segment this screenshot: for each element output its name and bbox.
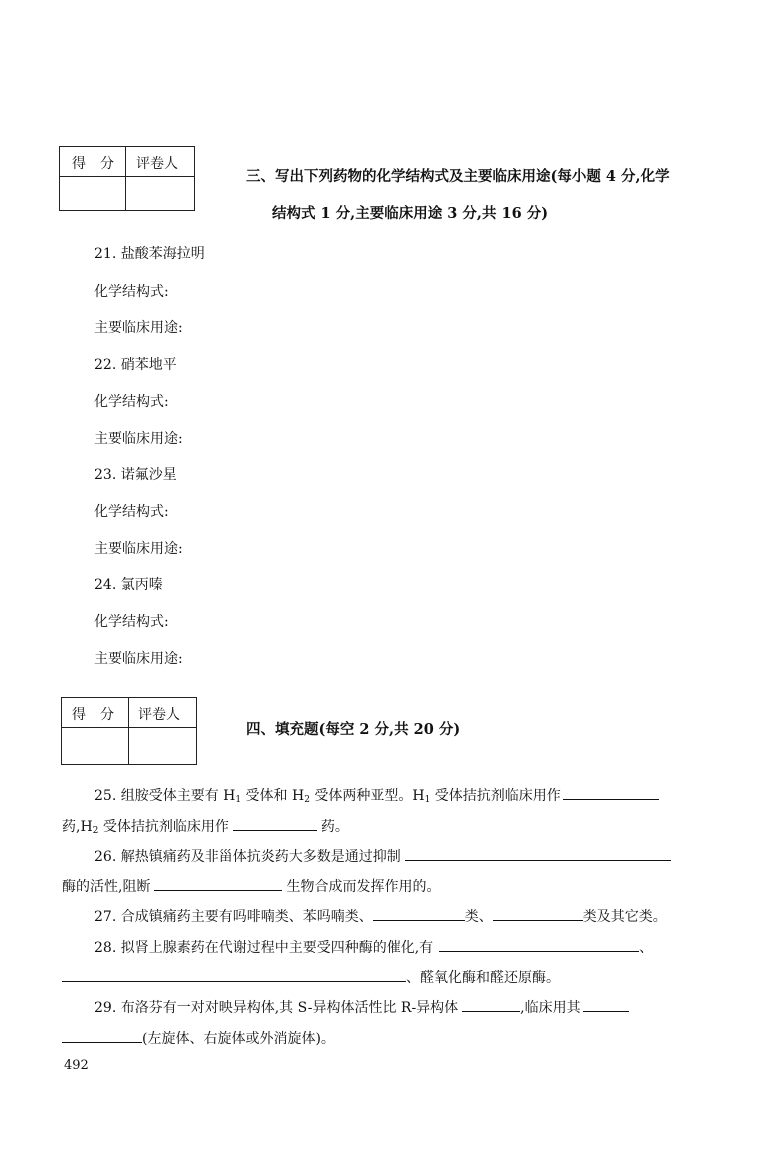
blank-28-1[interactable] [439,950,639,952]
question-23-structure-label: 化学结构式: [94,504,169,520]
page-number: 492 [64,1058,89,1073]
blank-25-2[interactable] [233,829,317,831]
question-24-title: 24. 氯丙嗪 [94,577,163,593]
question-25-line2: 药$,H_2$ 受体拮抗剂临床用作 药。 [62,819,349,836]
blank-28-2[interactable] [62,980,406,982]
blank-26-2[interactable] [154,889,282,891]
grader-label: 评卷人 [138,707,180,723]
score-table-2 [61,697,197,765]
subscript-1: 1 [424,795,431,805]
question-21-title: 21. 盐酸苯海拉明 [94,246,205,262]
question-28-line1: 28. 拟肾上腺素药在代谢过程中主要受四种酶的催化,有 、 [94,940,654,956]
question-24-structure-label: 化学结构式: [94,614,169,630]
blank-25-1[interactable] [563,798,659,800]
question-28-line2: 、醛氧化酶和醛还原酶。 [62,971,560,985]
grader-label: 评卷人 [136,156,178,172]
question-22-use-label: 主要临床用途: [94,431,183,447]
blank-27-2[interactable] [493,919,583,921]
score-label: 得 分 [72,156,114,172]
question-26-line2: 酶的活性,阻断 生物合成而发挥作用的。 [62,879,441,895]
subscript-2: 2 [304,795,310,805]
subscript-2: 2 [92,826,99,836]
blank-27-1[interactable] [373,919,465,921]
subscript-1: 1 [235,795,242,805]
score-table-divider [125,147,126,210]
question-23-use-label: 主要临床用途: [94,541,183,557]
section-3-heading-line2: 结构式 1 分,主要临床用途 3 分,共 16 分) [272,205,549,222]
question-22-structure-label: 化学结构式: [94,394,169,410]
question-29-line2: (左旋体、右旋体或外消旋体)。 [62,1032,335,1046]
question-27: 27. 合成镇痛药主要有吗啡喃类、苯吗喃类、 类、 类及其它类。 [94,909,667,925]
blank-29-2[interactable] [583,1010,629,1012]
score-label: 得 分 [72,707,114,723]
question-23-title: 23. 诺氟沙星 [94,467,177,483]
question-22-title: 22. 硝苯地平 [94,357,177,373]
blank-29-1[interactable] [462,1010,520,1012]
blank-26-1[interactable] [405,859,671,861]
question-21-use-label: 主要临床用途: [94,320,183,336]
score-table-divider [128,698,129,764]
score-table-1 [59,146,195,211]
question-29-line1: 29. 布洛芬有一对对映异构体,其 S-异构体活性比 R-异构体 ,临床用其 [94,1001,629,1015]
question-21-structure-label: 化学结构式: [94,284,169,300]
question-25-line1: 25. 组胺受体主要有 $H_1$ 受体和 $H_2$ 受体两种亚型。$H_1$ 受体拮抗剂临床用作 [94,789,659,805]
blank-29-3[interactable] [62,1041,142,1043]
question-26-line1: 26. 解热镇痛药及非甾体抗炎药大多数是通过抑制 [94,850,671,864]
question-24-use-label: 主要临床用途: [94,651,183,667]
section-4-heading: 四、填充题(每空 2 分,共 20 分) [246,721,461,738]
section-3-heading-line1: 三、写出下列药物的化学结构式及主要临床用途(每小题 4 分,化学 [246,168,670,185]
